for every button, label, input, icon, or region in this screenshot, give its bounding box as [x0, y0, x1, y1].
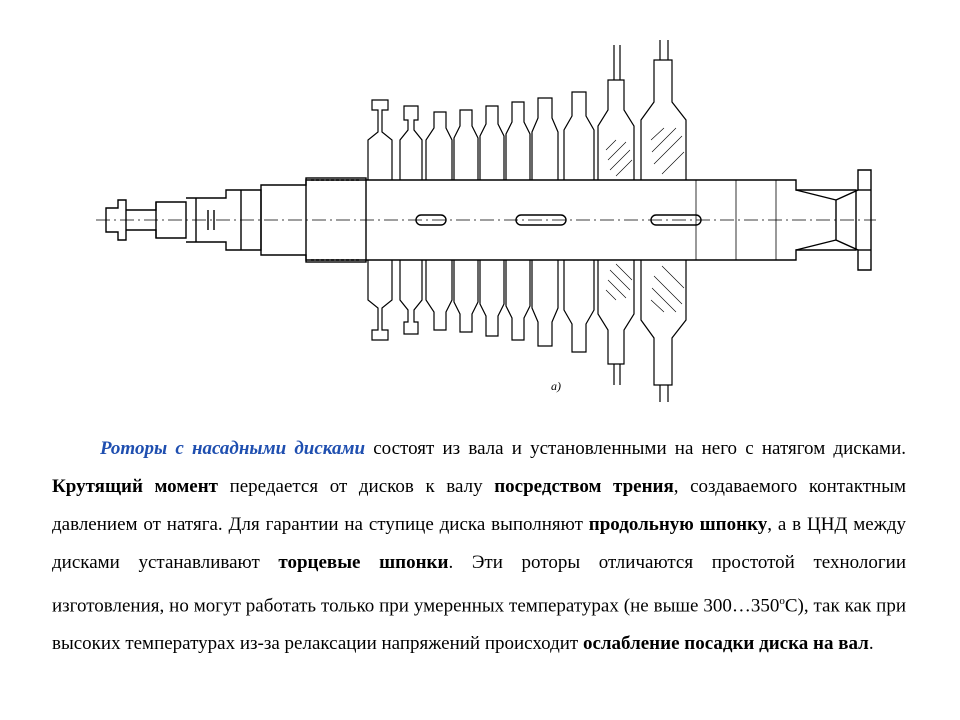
term-friction: посредством трения [494, 476, 674, 497]
term-torque: Крутящий момент [52, 476, 218, 497]
term-fit-loosening: ослабление посадки диска на вал [582, 633, 869, 655]
text-segment: состоят из вала и установленными на него с натягом дисками. [365, 438, 906, 459]
text-segment: . [868, 633, 874, 655]
description-paragraph [52, 430, 906, 663]
rotor-drawing [96, 40, 876, 410]
degree-superscript: о [779, 595, 785, 607]
text-segment: , а в ЦНД между дисками устанавливают [52, 514, 906, 573]
text-segment: . Эти роторы отличаются простотой технологии изготовления, но могут работать только при умеренных температурах (не выше 300…350 [52, 552, 907, 617]
figure-caption: а) [551, 379, 561, 393]
text-segment: С), так как при высоких температурах из-за релаксации напряжений происходит [52, 595, 906, 655]
term-face-keys: торцевые шпонки [278, 552, 449, 573]
term-longitudinal-key: продольную шпонку [588, 514, 768, 535]
lead-term: Роторы с насадными дисками [100, 438, 366, 459]
text-segment: передается от дисков к валу [217, 476, 495, 497]
text-segment: , создаваемого контактным давлением от натяга. Для гарантии на ступице диска выполняют [52, 476, 906, 535]
